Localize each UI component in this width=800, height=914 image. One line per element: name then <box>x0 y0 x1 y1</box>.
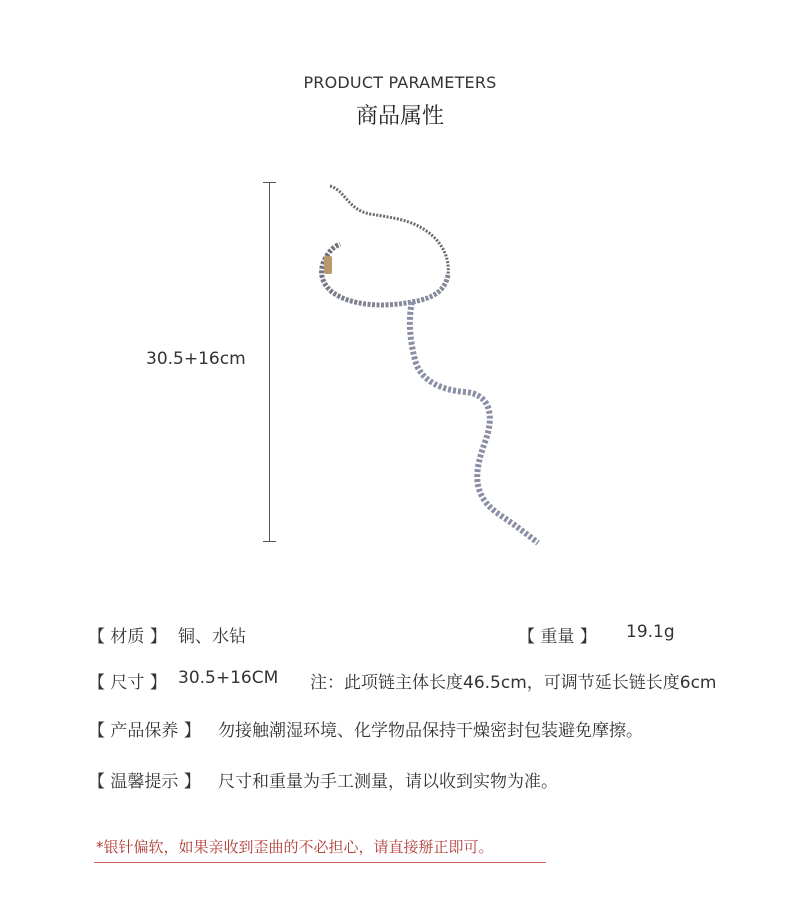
drop-chain <box>410 302 538 543</box>
dimension-cap-bottom <box>263 541 276 542</box>
page-title-cn: 商品属性 <box>355 104 444 129</box>
care-label: 【 产品保养 】 <box>88 721 201 741</box>
page-title-en: PRODUCT PARAMETERS <box>303 73 497 92</box>
warning-underline <box>94 862 546 863</box>
size-row <box>88 668 717 693</box>
size-note: 注：此项链主体长度46.5cm，可调节延长链长度6cm <box>310 673 717 693</box>
necklace-image <box>300 180 560 560</box>
size-label: 【 尺寸 】 <box>88 673 167 693</box>
extension-chain <box>330 186 448 275</box>
material-value: 铜、水钻 <box>178 627 246 647</box>
weight-value: 19.1g <box>626 622 675 642</box>
collar-chain <box>322 244 448 305</box>
tip-row <box>88 767 558 792</box>
care-row <box>88 716 643 741</box>
care-value: 勿接触潮湿环境、化学物品保持干燥密封包装避免摩擦。 <box>218 721 643 741</box>
warning-note: *银针偏软，如果亲收到歪曲的不必担心，请直接掰正即可。 <box>96 838 494 856</box>
dimension-line <box>269 182 270 541</box>
material-row <box>88 622 675 647</box>
clasp <box>324 256 332 274</box>
size-value: 30.5+16CM <box>178 668 279 688</box>
material-label: 【 材质 】 <box>88 627 167 647</box>
tip-label: 【 温馨提示 】 <box>88 772 201 792</box>
tip-value: 尺寸和重量为手工测量，请以收到实物为准。 <box>218 772 558 792</box>
dimension-label: 30.5+16cm <box>146 349 246 369</box>
dimension-cap-top <box>263 182 276 183</box>
weight-label: 【 重量 】 <box>518 627 597 647</box>
